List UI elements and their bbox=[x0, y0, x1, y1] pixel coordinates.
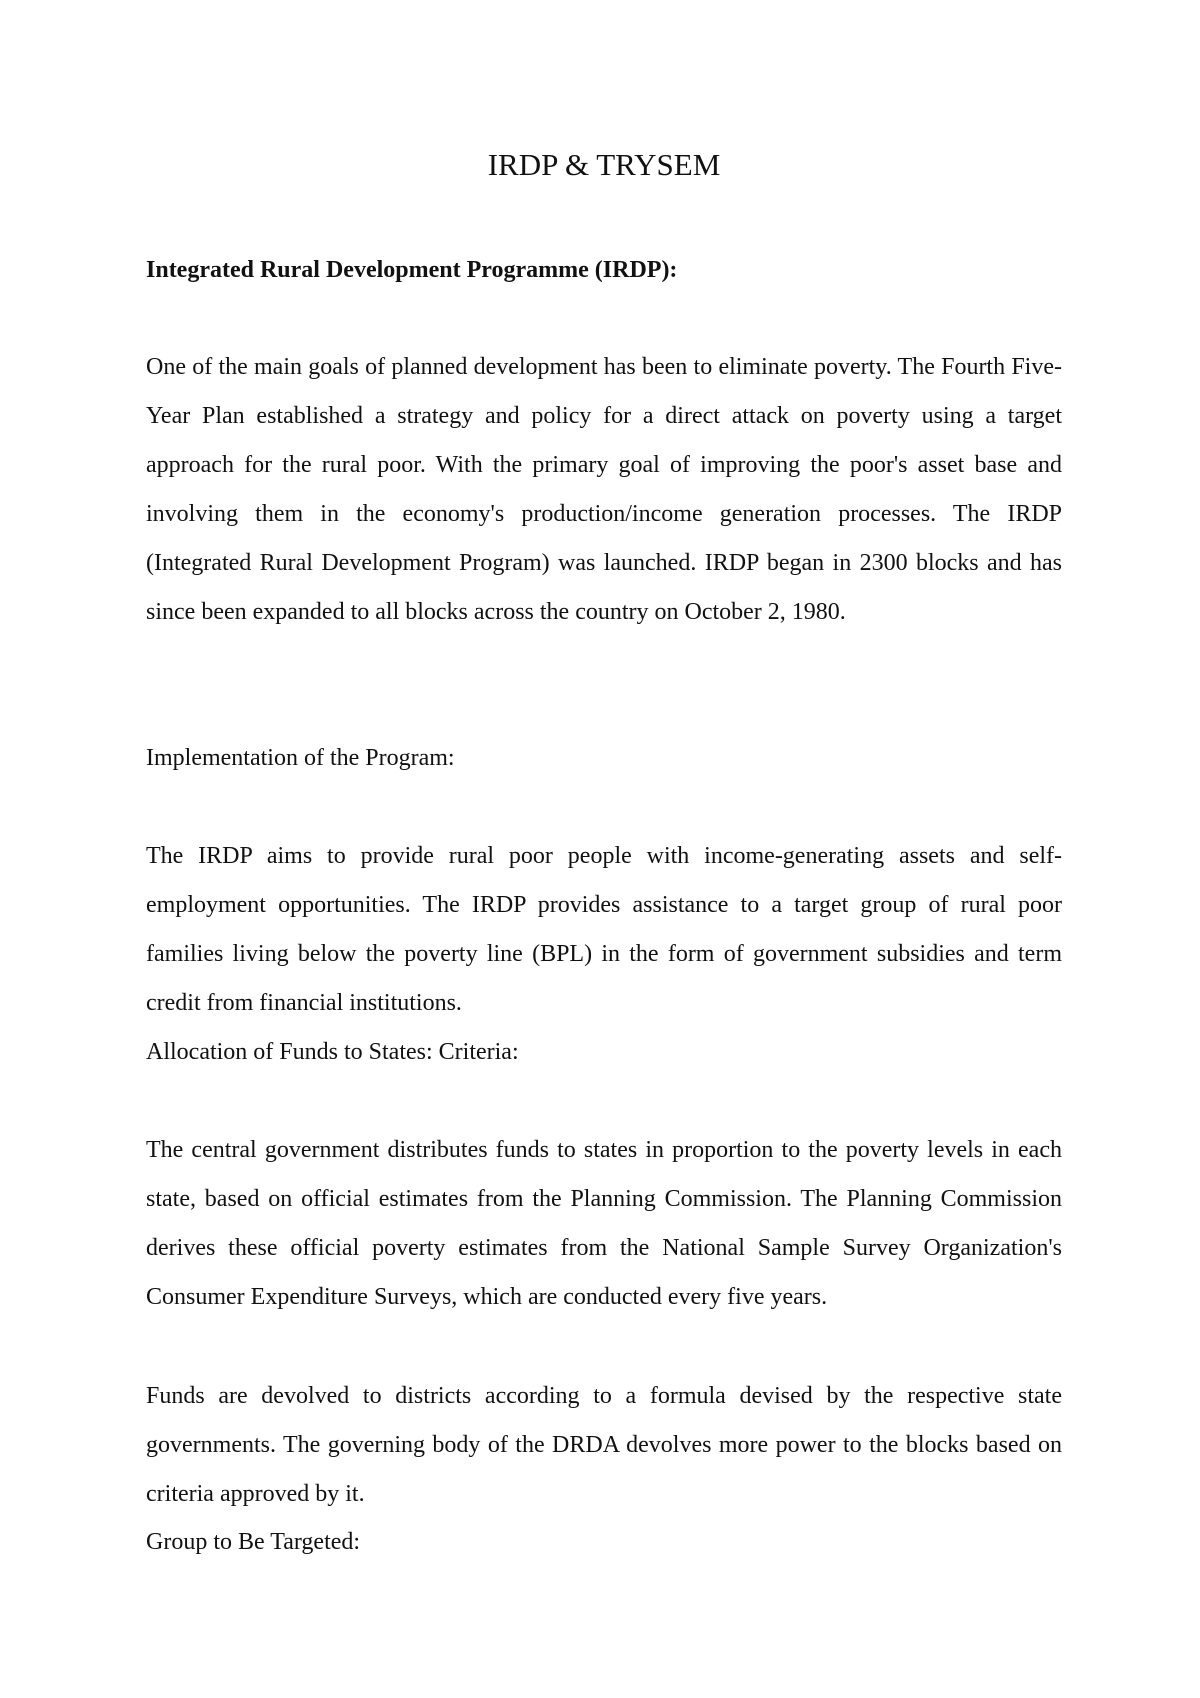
section-heading-irdp: Integrated Rural Development Programme (IRDP): bbox=[146, 257, 678, 283]
paragraph-intro: One of the main goals of planned development has been to eliminate poverty. The Fourth Five-Year Plan established a strategy and policy for a direct attack on poverty using a target approach for the rural poor. With the primary goal of improving the poor's asset base and involving them in the economy's production/income generation processes. The IRDP (Integrated Rural Development Program) was launched. IRDP began in 2300 blocks and has since been expanded to all blocks across the country on October 2, 1980. bbox=[146, 354, 1062, 625]
subheading-implementation: Implementation of the Program: bbox=[146, 745, 455, 771]
subheading-target-group: Group to Be Targeted: bbox=[146, 1529, 361, 1555]
subheading-allocation: Allocation of Funds to States: Criteria: bbox=[146, 1039, 519, 1065]
paragraph-allocation: The central government distributes funds to states in proportion to the poverty levels in each state, based on official estimates from the Planning Commission. The Planning Commission derives these official poverty estimates from the National Sample Survey Organization's Consumer Expenditure Surveys, which are conducted every five years. bbox=[146, 1137, 1062, 1310]
paragraph-implementation: The IRDP aims to provide rural poor people with income-generating assets and self-employment opportunities. The IRDP provides assistance to a target group of rural poor families living below the poverty line (BPL) in the form of government subsidies and term credit from financial institutions. bbox=[146, 843, 1062, 1016]
document-title: IRDP & TRYSEM bbox=[487, 147, 721, 182]
paragraph-devolution: Funds are devolved to districts according to a formula devised by the respective state governments. The governing body of the DRDA devolves more power to the blocks based on criteria approved by it. bbox=[146, 1383, 1062, 1507]
